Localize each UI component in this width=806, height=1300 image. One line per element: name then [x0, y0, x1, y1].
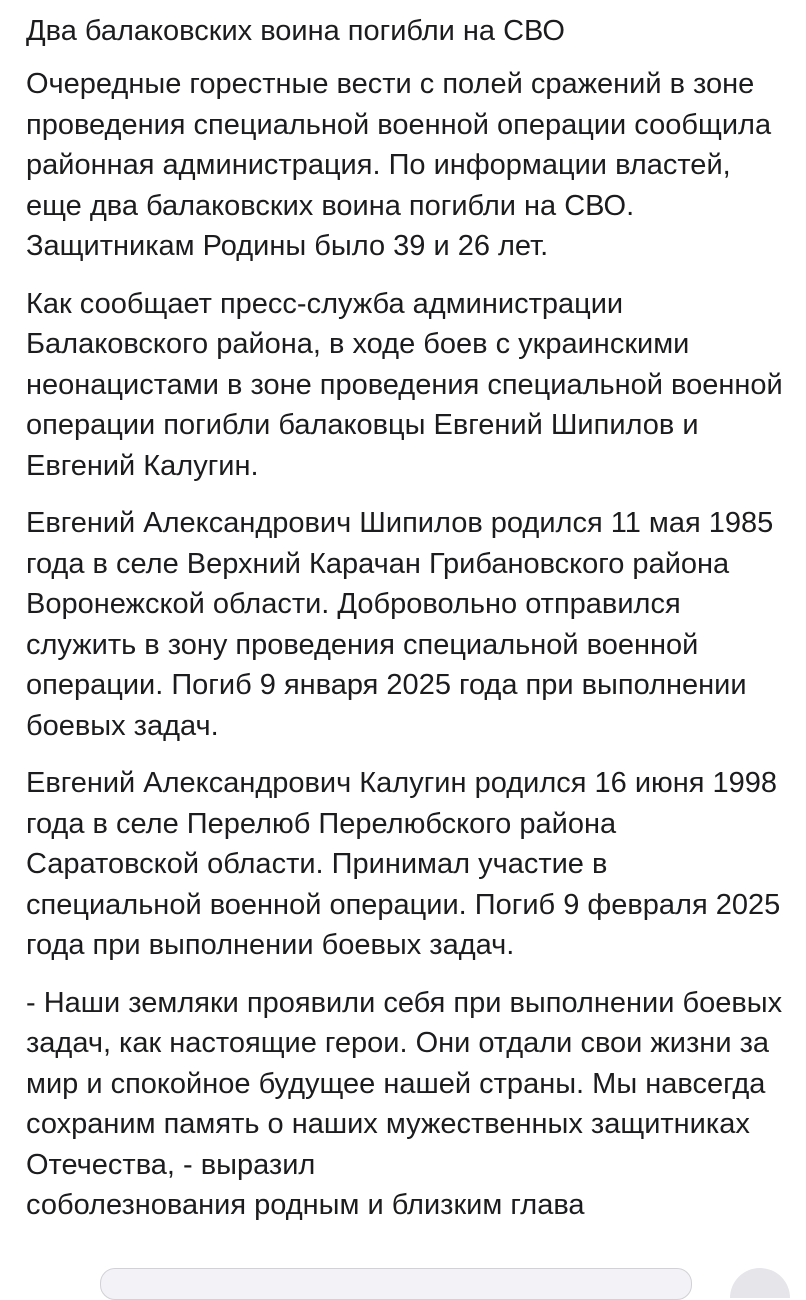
article-paragraph: Как сообщает пресс-служба администрации Балаковского района, в ходе боев с украинскими неонацистами в зоне проведения специальной военной операции погибли балаковцы Евгений Шипилов и Евгений Калугин. [26, 287, 783, 482]
bottom-toolbar [0, 1256, 806, 1280]
article [26, 10, 786, 1225]
article-cut-line: соболезнования родным и близким глава [26, 1189, 585, 1221]
toolbar-button[interactable] [730, 1268, 790, 1298]
article-paragraph: - Наши земляки проявили себя при выполнении боевых задач, как настоящие герои. Они отдали свои жизни за мир и спокойное будущее нашей страны. Мы навсегда сохраним память о наших мужественных защитниках Отечества, - выразил [26, 986, 783, 1181]
address-bar[interactable] [100, 1268, 692, 1300]
article-paragraph: Евгений Александрович Калугин родился 16 июня 1998 года в селе Перелюб Перелюбского района Саратовской области. Принимал участие в специальной военной операции. Погиб 9 февраля 2025 года при выполнении боевых задач. [26, 767, 781, 961]
article-paragraph: Евгений Александрович Шипилов родился 11 мая 1985 года в селе Верхний Карачан Грибановского района Воронежской области. Добровольно отправился служить в зону проведения специальной военной операции. Погиб 9 января 2025 года при выполнении боевых задач. [26, 507, 774, 742]
article-headline: Два балаковских воина погибли на СВО [26, 15, 565, 47]
article-paragraph: Очередные горестные вести с полей сражений в зоне проведения специальной военной операции сообщила районная администрация. По информации властей, еще два балаковских воина погибли на СВО. Защитникам Родины было 39 и 26 лет. [26, 68, 772, 262]
